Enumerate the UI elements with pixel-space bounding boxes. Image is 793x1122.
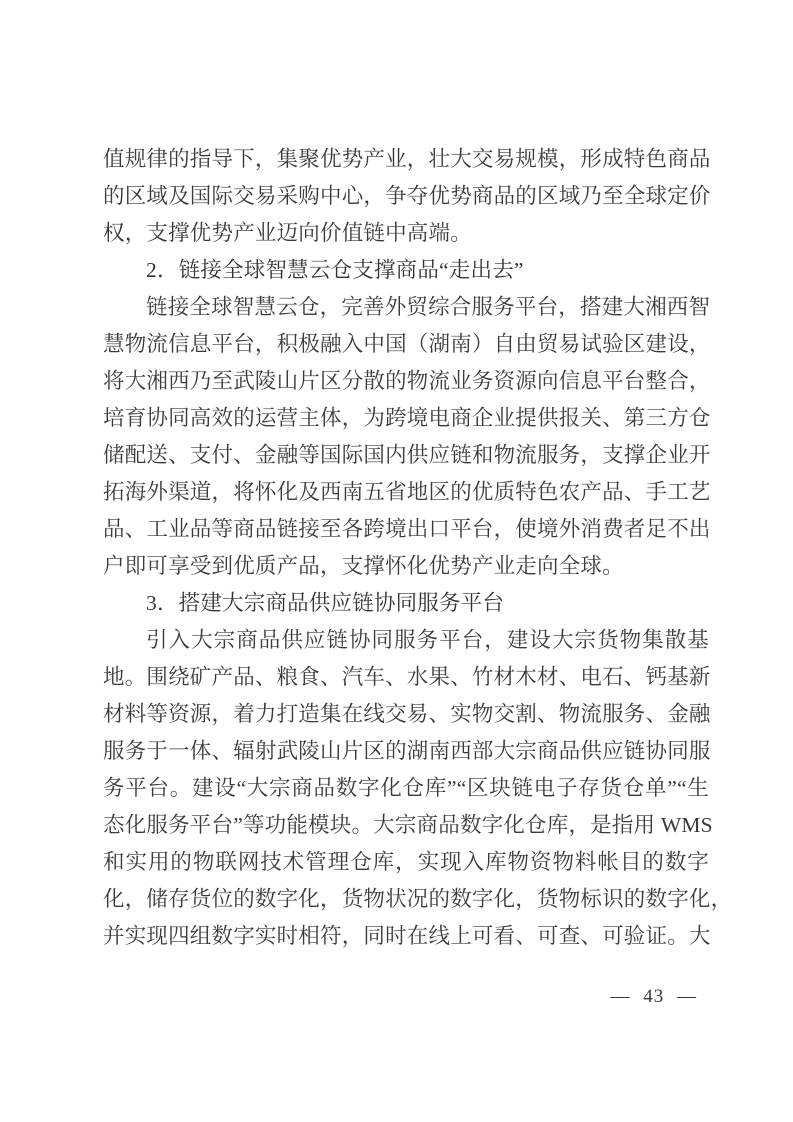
document-body: [103, 141, 733, 955]
section-heading-3: 3．搭建大宗商品供应链协同服务平台: [146, 591, 505, 615]
text-line: 地。围绕矿产品、粮食、汽车、水果、竹材木材、电石、钙基新: [103, 665, 711, 689]
text-line: 和实用的物联网技术管理仓库，实现入库物资物料帐目的数字: [103, 850, 709, 874]
text-line: 链接全球智慧云仓，完善外贸综合服务平台，搭建大湘西智: [146, 295, 711, 319]
text-line: 材料等资源，着力打造集在线交易、实物交割、物流服务、金融: [103, 702, 711, 726]
text-line: 培育协同高效的运营主体，为跨境电商企业提供报关、第三方仓: [103, 406, 711, 430]
text-line: 储配送、支付、金融等国际国内供应链和物流服务，支撑企业开: [103, 443, 711, 467]
text-line: 户即可享受到优质产品，支撑怀化优势产业走向全球。: [103, 554, 624, 578]
text-line: 服务于一体、辐射武陵山片区的湖南西部大宗商品供应链协同服: [103, 739, 711, 763]
text-line: 权，支撑优势产业迈向价值链中高端。: [103, 221, 472, 245]
text-line: 品、工业品等商品链接至各跨境出口平台，使境外消费者足不出: [103, 517, 711, 541]
text-line: 拓海外渠道，将怀化及西南五省地区的优质特色农产品、手工艺: [103, 480, 711, 504]
text-line: 将大湘西乃至武陵山片区分散的物流业务资源向信息平台整合，: [103, 369, 711, 393]
text-line: 引入大宗商品供应链协同服务平台，建设大宗货物集散基: [146, 628, 709, 652]
text-line: 务平台。建设“大宗商品数字化仓库”“区块链电子存货仓单”“生: [103, 776, 709, 800]
text-line: 态化服务平台”等功能模块。大宗商品数字化仓库，是指用 WMS: [103, 813, 713, 837]
section-heading-2: 2．链接全球智慧云仓支撑商品“走出去”: [146, 258, 524, 282]
text-line: 值规律的指导下，集聚优势产业，壮大交易规模，形成特色商品: [103, 147, 711, 171]
text-line: 化，储存货位的数字化，货物状况的数字化，货物标识的数字化，: [103, 887, 733, 911]
text-line: 并实现四组数字实时相符，同时在线上可看、可查、可验证。大: [103, 924, 711, 948]
text-line: 慧物流信息平台，积极融入中国（湖南）自由贸易试验区建设，: [103, 332, 711, 356]
text-line: 的区域及国际交易采购中心，争夺优势商品的区域乃至全球定价: [103, 184, 711, 208]
page-number: — 43 —: [610, 986, 697, 1007]
